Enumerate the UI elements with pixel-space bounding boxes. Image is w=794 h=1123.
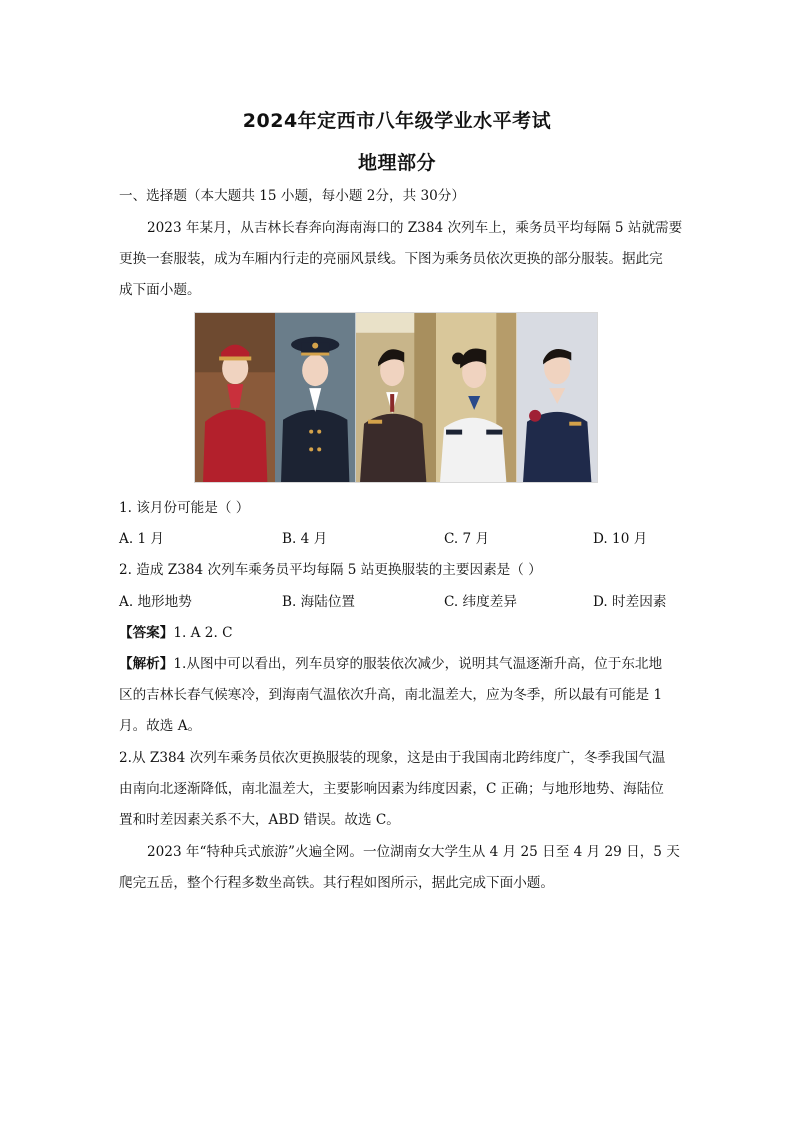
uniform-photo-4 [436,313,516,482]
answer-label: 【答案】 [119,625,174,641]
passage2-line: 2023 年“特种兵式旅游”火遍全网。一位湖南女大学生从 4 月 25 日至 4 月 29 日，5 天 [147,844,680,860]
q1-option-c: C. 7 月 [444,531,490,547]
q2-option-a: A. 地形地势 [119,594,192,610]
uniform-photo-2 [275,313,355,482]
passage1-line: 更换一套服装，成为车厢内行走的亮丽风景线。下图为乘务员依次更换的部分服装。据此完 [119,251,663,267]
uniform-photo-3 [356,313,436,482]
passage1-line: 成下面小题。 [119,282,201,298]
q1-option-a: A. 1 月 [119,531,165,547]
q2-option-b: B. 海陆位置 [282,594,356,610]
uniform-photo-5 [517,313,597,482]
analysis-line: 置和时差因素关系不大，ABD 错误。故选 C。 [119,812,400,828]
analysis-line: 月。故选 A。 [119,718,202,734]
analysis-line: 区的吉林长春气候寒冷，到海南气温依次升高，南北温差大，应为冬季，所以最有可能是 1 [119,687,663,703]
q1-option-d: D. 10 月 [593,531,648,547]
uniform-photo-1 [195,313,275,482]
q1-option-b: B. 4 月 [282,531,328,547]
answer-line [119,624,679,642]
q2-option-c: C. 纬度差异 [444,594,517,610]
analysis-label: 【解析】 [119,656,174,672]
section-heading: 一、选择题（本大题共 15 小题，每小题 2分，共 30分） [119,188,465,204]
analysis-line: 由南向北逐渐降低，南北温差大，主要影响因素为纬度因素，C 正确；与地形地势、海陆位 [119,781,664,797]
question-2-stem: 2. 造成 Z384 次列车乘务员平均每隔 5 站更换服装的主要因素是（ ） [119,562,542,578]
page-title: 2024年定西市八年级学业水平考试 [242,110,552,132]
analysis-text: 1.从图中可以看出，列车员穿的服装依次减少，说明其气温逐渐升高，位于东北地 [173,656,663,672]
question-1-stem: 1. 该月份可能是（ ） [119,500,250,516]
analysis-line: 2.从 Z384 次列车乘务员依次更换服装的现象，这是由于我国南北跨纬度广，冬季我国气温 [119,750,666,766]
answer-text: 1. A 2. C [173,625,233,641]
analysis-line [119,655,679,673]
uniform-photo-figure [194,312,598,483]
passage1-line: 2023 年某月，从吉林长春奔向海南海口的 Z384 次列车上，乘务员平均每隔 5 站就需要 [147,220,683,236]
page-subtitle: 地理部分 [357,152,436,174]
passage2-line: 爬完五岳，整个行程多数坐高铁。其行程如图所示，据此完成下面小题。 [119,875,554,891]
q2-option-d: D. 时差因素 [593,594,667,610]
